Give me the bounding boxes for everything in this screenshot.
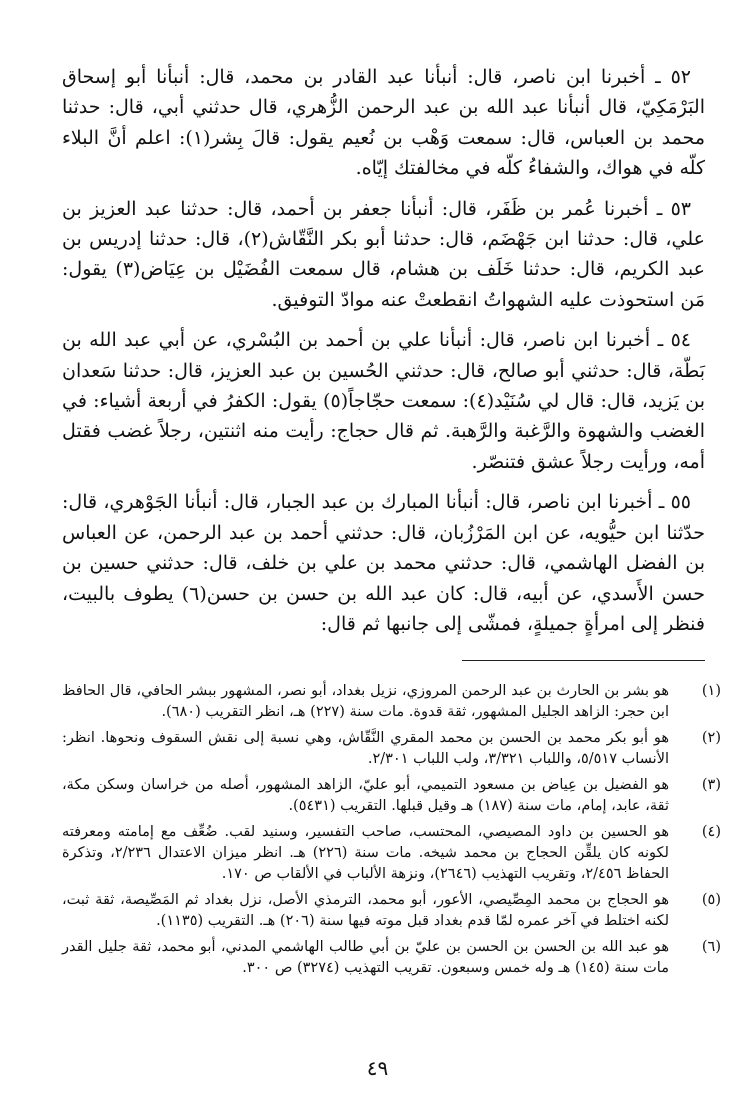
footnotes xyxy=(62,681,721,984)
footnote-1 xyxy=(62,681,721,723)
footnote-text: هو الحسين بن داود المصيصي، المحتسب، صاحب التفسير، وسنيد لقب. ضُعِّف مع إمامته ومعرفته لكونه كان يلقِّن الحجاج بن محمد شيخه. مات سنة (٢٢٦) هـ. انظر ميزان الاعتدال ٢/٢٣٦، وتذكرة الحفاظ ٢/٤٥٦، وتقريب التهذيب (٢٦٤٦)، ونزهة الألباب في الألقاب ص ١٧٠. xyxy=(62,824,669,882)
footnote-3 xyxy=(62,775,721,817)
paragraph-53: ٥٣ ـ أخبرنا عُمر بن ظَفَر، قال: أنبأنا جعفر بن أحمد، قال: حدثنا عبد العزيز بن علي، قال: حدثنا ابن جَهْضَم، قال: حدثنا أبو بكر النَّقّاش(٢)، قال: حدثنا إدريس بن عبد الكريم، قال: حدثنا خَلَف بن هشام، قال سمعت الفُضَيْل بن عِيَاض(٣) يقول: مَن استحوذت عليه الشهواتُ انقطعتْ عنه موادّ التوفيق. xyxy=(62,197,705,311)
footnote-number: (٥) xyxy=(701,892,721,908)
footnote-4 xyxy=(62,822,721,885)
footnote-number: (٣) xyxy=(701,777,721,793)
footnote-2 xyxy=(62,728,721,770)
footnote-text: هو بشر بن الحارث بن عبد الرحمن المروزي، نزيل بغداد، أبو نصر، المشهور ببشر الحافي، قال الحافظ ابن حجر: الزاهد الجليل المشهور، ثقة قدوة. مات سنة (٢٢٧) هـ، انظر التقريب (٦٨٠). xyxy=(62,683,669,720)
main-text xyxy=(62,62,705,649)
footnote-text: هو الفضيل بن عِياض بن مسعود التميمي، أبو عليّ، الزاهد المشهور، أصله من خراسان وسكن مكة، ثقة، عابد، إمام، مات سنة (١٨٧) هـ وقيل قبلها. التقريب (٥٤٣١). xyxy=(62,777,669,814)
footnote-5 xyxy=(62,890,721,932)
page-number: ٤٩ xyxy=(366,1056,389,1080)
footnote-text: هو عبد الله بن الحسن بن الحسن بن عليّ بن أبي طالب الهاشمي المدني، أبو محمد، ثقة جليل القدر مات سنة (١٤٥) هـ وله خمس وسبعون. تقريب التهذيب (٣٢٧٤) ص ٣٠٠. xyxy=(62,939,669,976)
footnote-divider xyxy=(462,660,705,661)
footnote-number: (٢) xyxy=(701,730,721,746)
footnote-number: (٦) xyxy=(701,939,721,955)
footnote-6 xyxy=(62,937,721,979)
paragraph-52: ٥٢ ـ أخبرنا ابن ناصر، قال: أنبأنا عبد القادر بن محمد، قال: أنبأنا أبو إسحاق البَرْمَكِيّ، قال أنبأنا عبد الله بن عبد الرحمن الزُّهري، قال حدثني أبي، قال: حدثنا محمد بن العباس، قال: سمعت وَهْب بن نُعيم يقول: قالَ بِشر(١): اعلم أنَّ البلاء كلّه في هواك، والشفاءُ كلّه في مخالفتك إيّاه. xyxy=(62,66,705,180)
footnote-text: هو أبو بكر محمد بن الحسن بن محمد المقري النَّقّاش، وهي نسبة إلى نقش السقوف ونحوها. انظر: الأنساب ٥/٥١٧، واللباب ٣/٣٢١، ولب اللباب ٢/٣٠١. xyxy=(62,730,669,767)
footnote-number: (٤) xyxy=(701,824,721,840)
paragraph-54: ٥٤ ـ أخبرنا ابن ناصر، قال: أنبأنا علي بن أحمد بن البُسْري، عن أبي عبد الله بن بَطّة، قال: حدثني أبو صالح، قال: حدثني الحُسين بن عبد العزيز، قال: حدثنا سَعدان بن يَزيد، قال: قال لي سُنَيْد(٤): سمعت حجّاجاً(٥) يقول: الكفرُ في أربعة أشياء: في الغضب والشهوة والرَّغبة والرَّهبة. ثم قال حجاج: رأيت منه اثنتين، رجلاً غضب فقتل أمه، ورأيت رجلاً عشق فتنصّر. xyxy=(62,329,705,473)
paragraph-55: ٥٥ ـ أخبرنا ابن ناصر، قال: أنبأنا المبارك بن عبد الجبار، قال: أنبأنا الجَوْهري، قال: حدّثنا ابن حيُّويه، عن ابن المَرْزُبان، قال: حدثني أحمد بن عبد الرحمن، عن العباس بن الفضل الهاشمي، قال: حدثني محمد بن علي بن خلف، قال: حدثني حسين بن حسن الأَسدي، عن أبيه، قال: كان عبد الله بن حسن بن حسن(٦) يطوف بالبيت، فنظر إلى امرأةٍ جميلةٍ، فمشّى إلى جانبها ثم قال: xyxy=(62,491,705,635)
footnote-number: (١) xyxy=(701,683,721,699)
footnote-text: هو الحجاج بن محمد المِصِّيصي، الأعور، أبو محمد، الترمذي الأصل، نزل بغداد ثم المَصِّيصة، ثقة ثبت، لكنه اختلط في آخر عمره لمّا قدم بغداد قبل موته فيها سنة (٢٠٦) هـ. التقريب (١١٣٥). xyxy=(62,892,669,929)
